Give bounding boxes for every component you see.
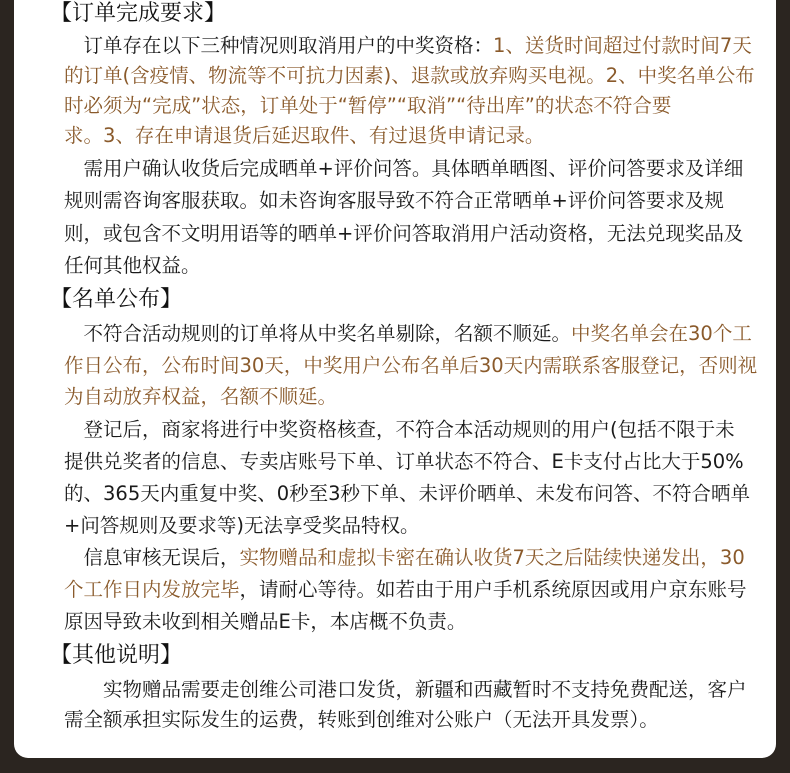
paragraph-line: 登记后，商家将进行中奖资格核查，不符合本活动规则的用户(包括不限于未 xyxy=(64,418,735,441)
paragraph-line xyxy=(64,322,752,346)
paragraph-line xyxy=(64,34,752,58)
rules-card xyxy=(14,0,776,758)
text-span: 不符合活动规则的订单将从中奖名单剔除，名额不顺延。 xyxy=(64,322,572,345)
text-span: ，请耐心等待。如若由于用户手机系统原因或用户京东账号 xyxy=(239,578,747,601)
paragraph-line: 提供兑奖者的信息、专卖店账号下单、订单状态不符合、E卡支付占比大于50% xyxy=(64,450,744,473)
paragraph-line: 的订单(含疫情、物流等不可抗力因素)、退款或放弃购买电视。2、中奖名单公布 xyxy=(64,64,755,87)
section-heading-order-requirements: 【订单完成要求】 xyxy=(50,1,227,26)
section-heading-other-notes: 【其他说明】 xyxy=(50,643,183,668)
text-span: 信息审核无误后， xyxy=(64,546,240,569)
paragraph-line: 则，或包含不文明用语等的晒单+评价问答取消用户活动资格，无法兑现奖品及 xyxy=(64,222,744,245)
highlight-span: 1、送货时间超过付款时间7天 xyxy=(493,34,752,57)
paragraph-line: 时必须为“完成”状态，订单处于“暂停”“取消”“待出库”的状态不符合要 xyxy=(64,94,672,117)
paragraph-line: 实物赠品需要走创维公司港口发货，新疆和西藏暂时不支持免费配送，客户 xyxy=(64,678,747,701)
highlight-span: 中奖名单会在30个工 xyxy=(571,322,752,345)
paragraph-line: +问答规则及要求等)无法享受奖品特权。 xyxy=(64,514,420,537)
paragraph-line xyxy=(64,578,747,602)
paragraph-line: 求。3、存在申请退货后延迟取件、有过退货申请记录。 xyxy=(64,124,545,147)
highlight-span: 个工作日内发放完毕 xyxy=(64,578,240,601)
paragraph-line: 需用户确认收货后完成晒单+评价问答。具体晒单晒图、评价问答要求及详细 xyxy=(64,157,744,180)
paragraph-line: 规则需咨询客服获取。如未咨询客服导致不符合正常晒单+评价问答要求及规 xyxy=(64,189,724,212)
paragraph-line: 作日公布，公布时间30天，中奖用户公布名单后30天内需联系客服登记，否则视 xyxy=(64,354,758,377)
paragraph-line: 任何其他权益。 xyxy=(64,254,201,277)
highlight-span: 实物赠品和虚拟卡密在确认收货7天之后陆续快递发出，30 xyxy=(239,546,745,569)
section-heading-list-announcement: 【名单公布】 xyxy=(50,287,183,312)
paragraph-line: 的、365天内重复中奖、0秒至3秒下单、未评价晒单、未发布问答、不符合晒单 xyxy=(64,482,751,505)
paragraph-line xyxy=(64,546,745,570)
paragraph-line: 原因导致未收到相关赠品E卡，本店概不负责。 xyxy=(64,610,467,633)
paragraph-line: 为自动放弃权益，名额不顺延。 xyxy=(64,385,338,408)
paragraph-line: 需全额承担实际发生的运费，转账到创维对公账户（无法开具发票）。 xyxy=(64,708,659,731)
text-span: 订单存在以下三种情况则取消用户的中奖资格： xyxy=(64,34,494,57)
